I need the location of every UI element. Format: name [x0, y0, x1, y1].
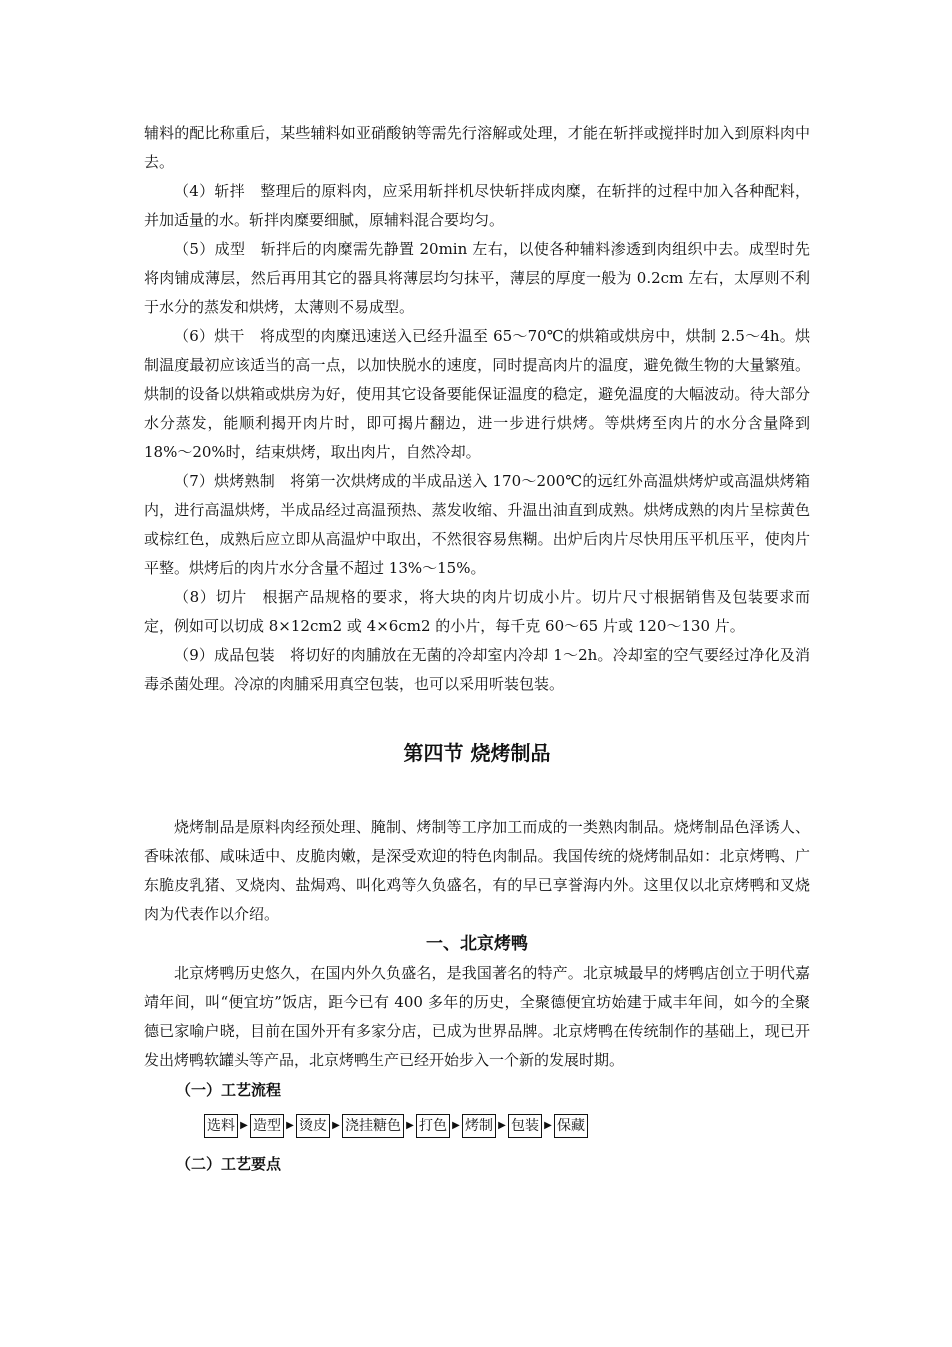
paragraph-step-5: （5）成型 斩拌后的肉糜需先静置 20min 左右，以使各种辅料渗透到肉组织中去。成型时先将肉铺成薄层，然后再用其它的器具将薄层均匀抹平，薄层的厚度一般为 0.2cm 左右，太厚则不利于水分的蒸发和烘烤，太薄则不易成型。 — [144, 240, 810, 316]
arrow-right-icon: ▶ — [240, 1120, 248, 1131]
document-page — [144, 119, 810, 1179]
arrow-right-icon: ▶ — [332, 1120, 340, 1131]
paragraph-step-8: （8）切片 根据产品规格的要求，将大块的肉片切成小片。切片尺寸根据销售及包装要求而定，例如可以切成 8×12cm2 或 4×6cm2 的小片，每千克 60～65 片或 120～130 片。 — [144, 588, 810, 635]
section-intro-paragraph: 烧烤制品是原料肉经预处理、腌制、烤制等工序加工而成的一类熟肉制品。烧烤制品色泽诱人、香味浓郁、咸味适中、皮脆肉嫩，是深受欢迎的特色肉制品。我国传统的烧烤制品如：北京烤鸭、广东脆皮乳猪、叉烧肉、盐焗鸡、叫化鸡等久负盛名，有的早已享誉海内外。这里仅以北京烤鸭和叉烧肉为代表作以介绍。 — [144, 818, 810, 923]
paragraph-continuation: 辅料的配比称重后，某些辅料如亚硝酸钠等需先行溶解或处理，才能在斩拌或搅拌时加入到原料肉中去。 — [144, 124, 810, 171]
arrow-right-icon: ▶ — [452, 1120, 460, 1131]
arrow-right-icon: ▶ — [406, 1120, 414, 1131]
process-step-box: 烤制 — [462, 1114, 496, 1138]
arrow-right-icon: ▶ — [544, 1120, 552, 1131]
paragraph-step-9: （9）成品包装 将切好的肉脯放在无菌的冷却室内冷却 1～2h。冷却室的空气要经过净化及消毒杀菌处理。冷凉的肉脯采用真空包装，也可以采用听装包装。 — [144, 646, 810, 693]
process-step-box: 烫皮 — [296, 1114, 330, 1138]
process-step-box: 打色 — [416, 1114, 450, 1138]
subsection-intro-paragraph: 北京烤鸭历史悠久，在国内外久负盛名，是我国著名的特产。北京城最早的烤鸭店创立于明代嘉靖年间，叫“便宜坊”饭店，距今已有 400 多年的历史，全聚德便宜坊始建于咸丰年间，如今的全聚德已家喻户晓，目前在国外开有多家分店，已成为世界品牌。北京烤鸭在传统制作的基础上，现已开发出烤鸭软罐头等产品，北京烤鸭生产已经开始步入一个新的发展时期。 — [144, 964, 810, 1069]
process-flow-heading: （一）工艺流程 — [176, 1081, 282, 1099]
process-step-box: 包装 — [508, 1114, 542, 1138]
subsection-title: 一、北京烤鸭 — [426, 934, 528, 954]
arrow-right-icon: ▶ — [498, 1120, 506, 1131]
process-points-heading: （二）工艺要点 — [176, 1155, 282, 1173]
arrow-right-icon: ▶ — [286, 1120, 294, 1131]
paragraph-step-6: （6）烘干 将成型的肉糜迅速送入已经升温至 65～70℃的烘箱或烘房中，烘制 2.5～4h。烘制温度最初应该适当的高一点，以加快脱水的速度，同时提高肉片的温度，避免微生物的大量繁殖。烘制的设备以烘箱或烘房为好，使用其它设备要能保证温度的稳定，避免温度的大幅波动。待大部分水分蒸发，能顺利揭开肉片时，即可揭片翻边，进一步进行烘烤。等烘烤至肉片的水分含量降到 18%～20%时，结束烘烤，取出肉片，自然冷却。 — [144, 327, 810, 461]
paragraph-step-7: （7）烘烤熟制 将第一次烘烤成的半成品送入 170～200℃的远红外高温烘烤炉或高温烘烤箱内，进行高温烘烤，半成品经过高温预热、蒸发收缩、升温出油直到成熟。烘烤成熟的肉片呈棕黄色或棕红色，成熟后应立即从高温炉中取出，不然很容易焦糊。出炉后肉片尽快用压平机压平，使肉片平整。烘烤后的肉片水分含量不超过 13%～15%。 — [144, 472, 810, 577]
process-step-box: 保藏 — [554, 1114, 588, 1138]
process-step-box: 造型 — [250, 1114, 284, 1138]
process-step-box: 浇挂糖色 — [342, 1114, 404, 1138]
process-flow-diagram — [204, 1113, 810, 1139]
process-step-box: 选料 — [204, 1114, 238, 1138]
section-title: 第四节 烧烤制品 — [403, 741, 551, 765]
paragraph-step-4: （4）斩拌 整理后的原料肉，应采用斩拌机尽快斩拌成肉糜，在斩拌的过程中加入各种配料，并加适量的水。斩拌肉糜要细腻，原辅料混合要均匀。 — [144, 182, 810, 229]
